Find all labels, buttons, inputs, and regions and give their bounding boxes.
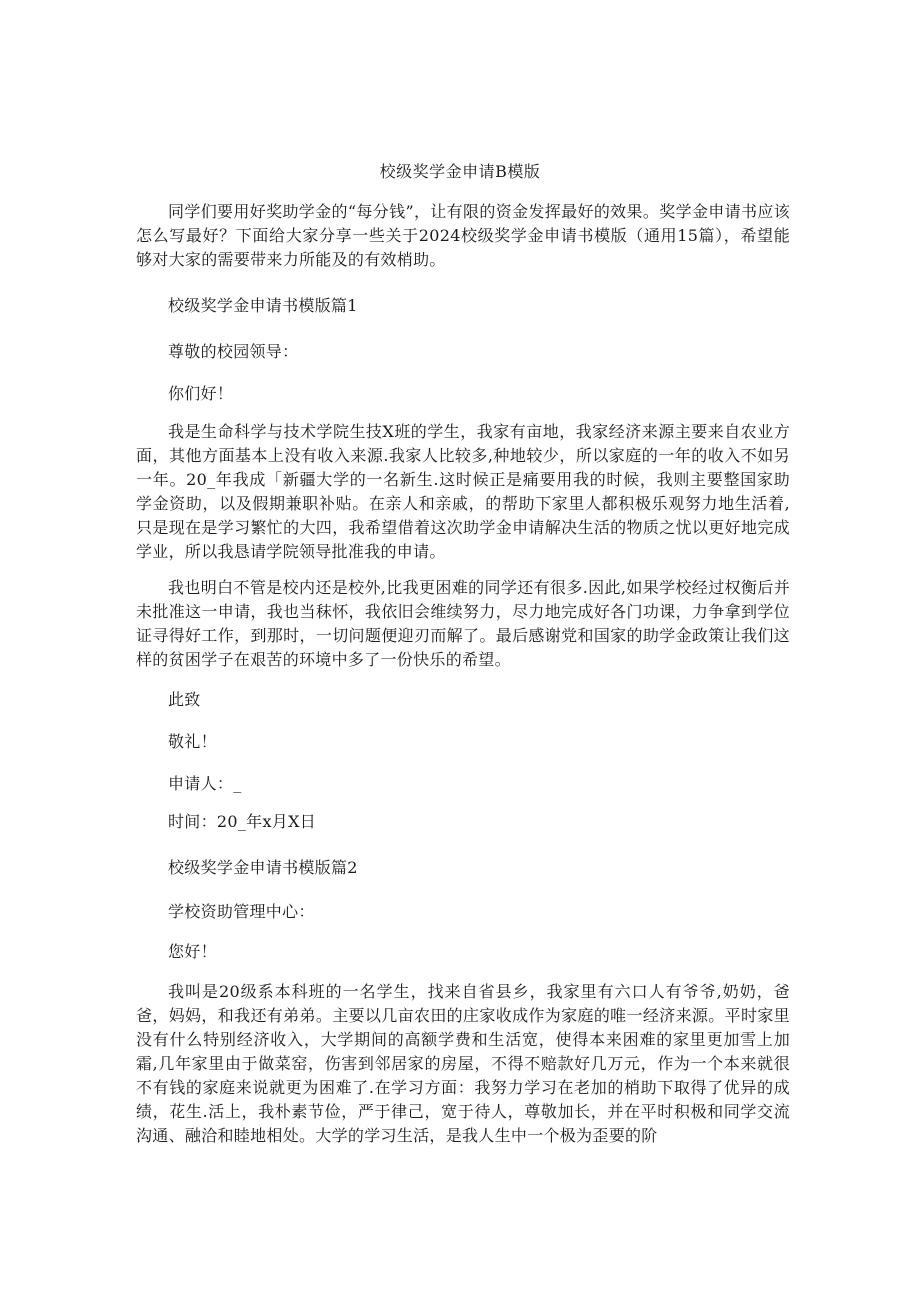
section1-greeting: 你们好！ bbox=[168, 384, 234, 403]
section1-salutation: 尊敬的校园领导： bbox=[168, 342, 299, 361]
section1-paragraph-2: 我也明白不管是校内还是校外,比我更困难的同学还有很多.因此,如果学校经过权衡后并未批准这一申请，我也当秣怀，我依旧会维续努力，尽力地完成好各门功课，力争拿到学位证寻得好工作，到那时，一切问题便迎刃而解了。最后感谢党和国家的助学金政策让我们这样的贫困学子在艰苦的环境中多了一份快乐的希望。 bbox=[136, 578, 790, 669]
applicant-line: 申请人：_ bbox=[168, 774, 242, 793]
section2-greeting: 您好！ bbox=[168, 942, 217, 961]
intro-paragraph: 同学们要用好奖助学金的“每分钱”，让有限的资金发挥最好的效果。奖学金申请书应该怎么写最好？下面给大家分享一些关于2024校级奖学金申请书模版（通用15篇），希望能够对大家的需要带来力所能及的有效梢助。 bbox=[136, 202, 790, 269]
date-line: 时间：20_年x月X日 bbox=[168, 812, 317, 831]
section2-heading: 校级奖学金申请书模版篇2 bbox=[168, 858, 358, 877]
section1-paragraph-1: 我是生命科学与技术学院生技X班的学生，我家有亩地，我家经济来源主要来自农业方面，其他方面基本上没有收入来源.我家人比较多,种地较少，所以家庭的一年的收入不如另一年。20_年我成「新疆大学的一名新生.这时候正是痛要用我的时候，我则主要整国家助学金资助，以及假期兼职补贴。在亲人和亲戚，的帮助下家里人都积极乐观努力地生活着,只是现在是学习繁忙的大四，我希望借着这次助学金申请解决生活的物质之忧以更好地完成学业，所以我恳请学院领导批准我的申请。 bbox=[136, 422, 790, 561]
section2-salutation: 学校资助管理中心： bbox=[168, 902, 315, 921]
closing-line-1: 此致 bbox=[168, 690, 201, 709]
document-title: 校级奖学金申请B模版 bbox=[379, 162, 541, 181]
section2-paragraph-1: 我叫是20级系本科班的一名学生，找来自省县乡，我家里有六口人有爷爷,奶奶，爸爸，妈妈，和我还有弟弟。主要以几亩农田的庄家收成作为家庭的唯一经济来源。平时家里没有什么特别经济收入，大学期间的高额学费和生活宽，使得本来困难的家里更加雪上加霜,几年家里由于做菜窑，伤害到邻居家的房屋，不得不赔款好几万元，作为一个本来就很不有钱的家庭来说就更为困难了.在学习方面：我努力学习在老加的梢助下取得了优异的成绩，花生.活上，我朴素节俭，严于律己，宽于待人，尊敬加长，并在平时积极和同学交流沟通、融洽和睦地相处。大学的学习生活，是我人生中一个极为歪要的阶 bbox=[136, 982, 790, 1145]
closing-line-2: 敬礼！ bbox=[168, 732, 217, 751]
section1-heading: 校级奖学金申请书模版篇1 bbox=[168, 296, 358, 315]
